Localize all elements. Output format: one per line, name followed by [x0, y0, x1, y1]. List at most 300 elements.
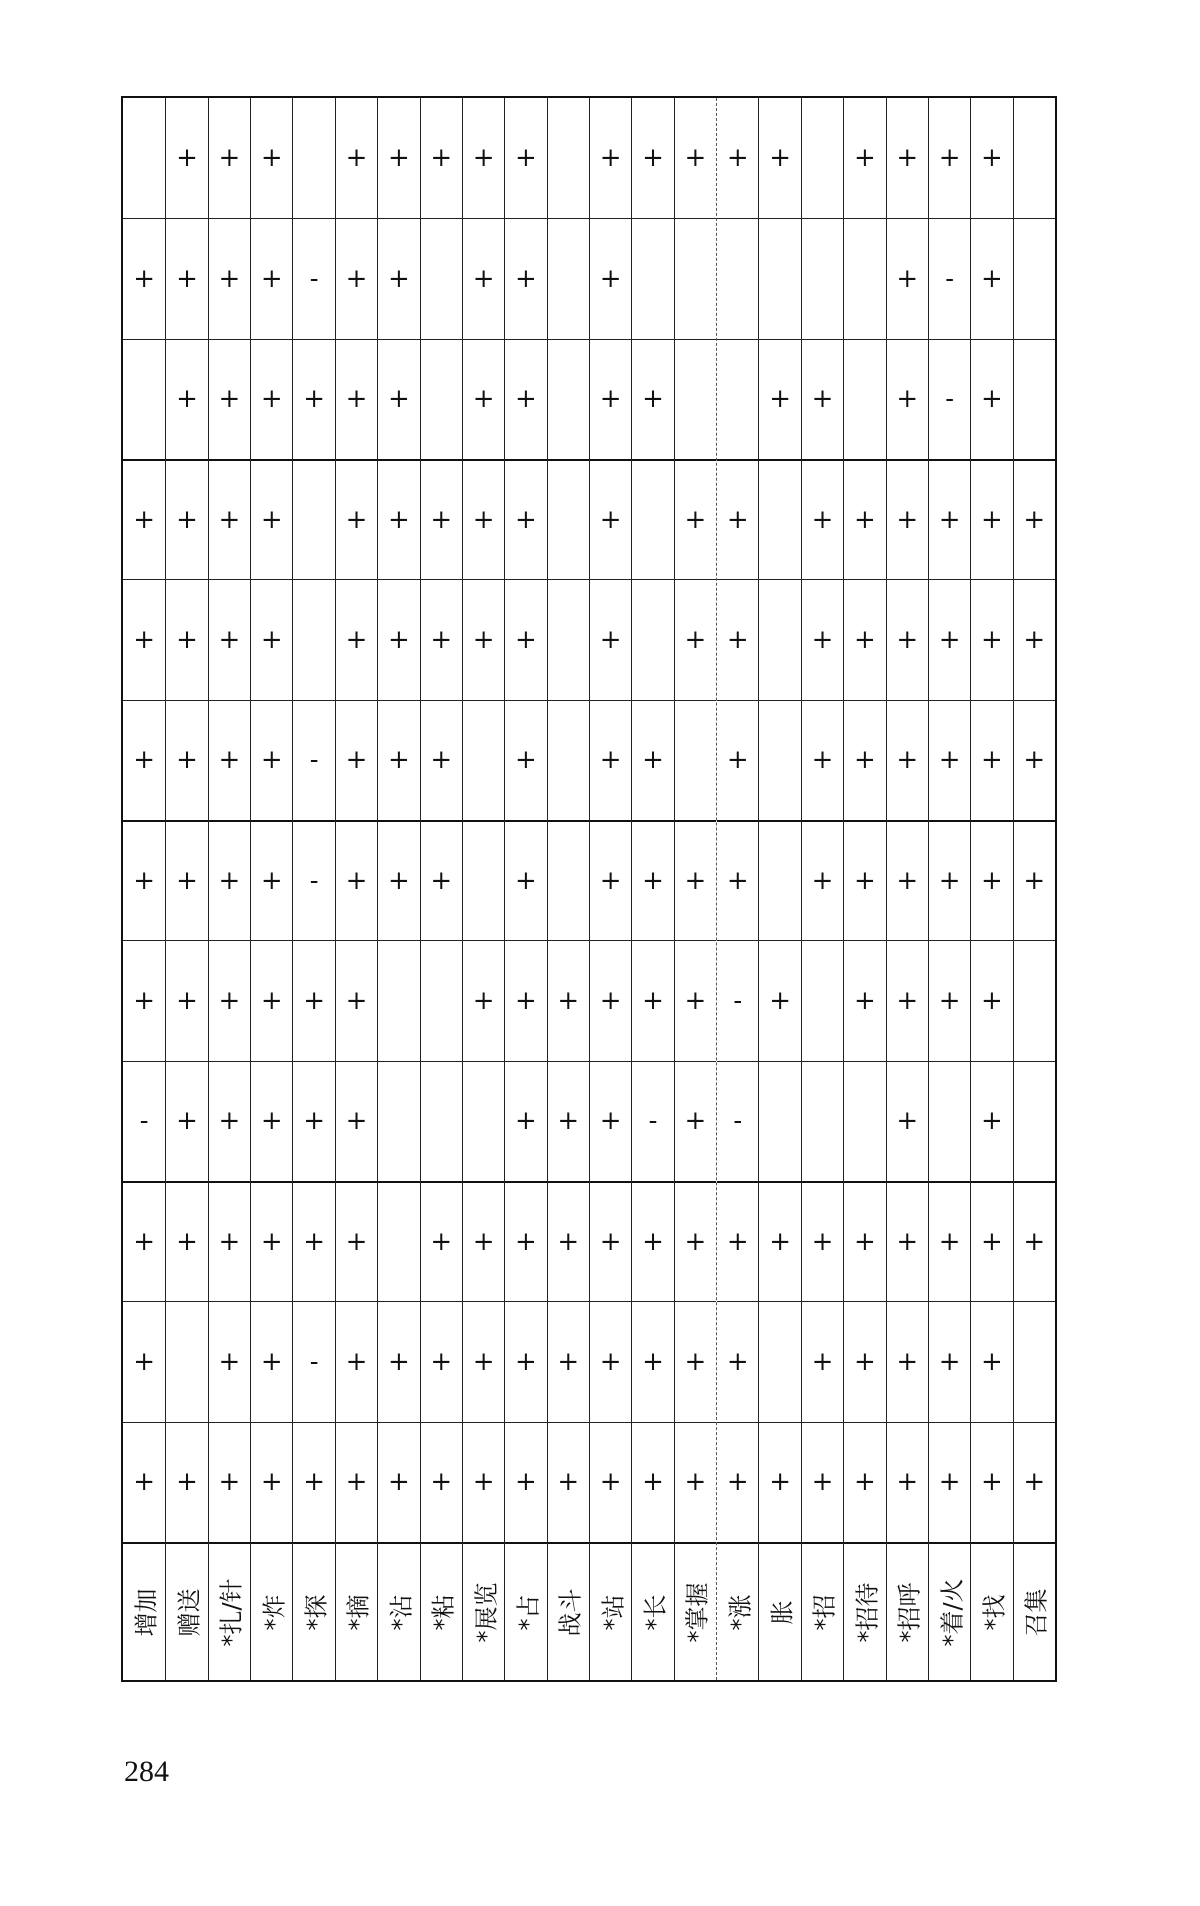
table-cell: + [505, 339, 546, 459]
table-cell: + [166, 700, 207, 820]
table-cell: + [505, 1181, 546, 1301]
table-cell [378, 940, 419, 1060]
table-cell: + [209, 1301, 250, 1421]
table-cell: + [929, 940, 970, 1060]
table-cell: + [336, 700, 377, 820]
table-cell: + [887, 1422, 928, 1542]
table-cell [421, 940, 462, 1060]
table-cell [844, 1061, 885, 1181]
table-cell [717, 218, 758, 338]
table-cell: + [844, 1422, 885, 1542]
table-cell: + [590, 700, 631, 820]
table-cell: + [123, 820, 165, 940]
table-cell: + [590, 1422, 631, 1542]
table-cell [548, 700, 589, 820]
table-cell: + [166, 339, 207, 459]
table-cell: + [209, 1422, 250, 1542]
table-cell: + [123, 700, 165, 820]
table-cell: + [260, 143, 283, 174]
table-cell: + [632, 1301, 673, 1421]
row-label-cell [251, 1542, 292, 1680]
table-cell: + [590, 459, 631, 579]
table-cell: + [378, 820, 419, 940]
row-label-cell [971, 1542, 1012, 1680]
table-cell: + [421, 579, 462, 699]
table-cell: + [844, 579, 885, 699]
table-cell: + [505, 1061, 546, 1181]
table-cell [378, 1181, 419, 1301]
table-cell: + [675, 579, 716, 699]
table-column [801, 98, 843, 1680]
table-cell [844, 218, 885, 338]
table-cell: + [548, 1061, 589, 1181]
table-cell [929, 1061, 970, 1181]
row-label-cell [802, 1542, 843, 1680]
table-cell: + [675, 1301, 716, 1421]
table-cell: + [209, 940, 250, 1060]
table-cell: + [166, 820, 207, 940]
table-cell: + [176, 143, 198, 174]
table-cell: + [887, 579, 928, 699]
table-cell: + [717, 1301, 758, 1421]
table-cell: + [218, 143, 241, 174]
table-cell: + [590, 339, 631, 459]
table-cell [421, 1061, 462, 1181]
row-label-cell [844, 1542, 885, 1680]
table-cell: + [802, 820, 843, 940]
table-column [589, 98, 631, 1680]
row-label: *展览 [472, 1582, 501, 1642]
table-cell [717, 339, 758, 459]
table-cell: + [844, 820, 885, 940]
table-cell: + [802, 1301, 843, 1421]
table-cell [802, 1061, 843, 1181]
table-cell [548, 98, 589, 218]
page-number: 284 [124, 1755, 169, 1788]
row-label-cell [123, 1542, 165, 1680]
table-cell: + [463, 459, 504, 579]
table-cell: + [981, 143, 1003, 174]
table-cell [421, 218, 462, 338]
table-cell: + [378, 579, 419, 699]
table-cell: + [505, 218, 546, 338]
table-cell [632, 459, 673, 579]
table-cell: + [844, 459, 885, 579]
table-cell: + [251, 700, 292, 820]
row-label: 召集 [1022, 1588, 1051, 1636]
table-cell [802, 98, 843, 218]
table-cell: + [887, 1061, 928, 1181]
table-cell: + [632, 700, 673, 820]
row-label-cell [887, 1542, 928, 1680]
table-cell [759, 218, 800, 338]
table-cell: + [463, 1181, 504, 1301]
table-cell: - [123, 1061, 165, 1181]
row-label-cell [463, 1542, 504, 1680]
table-cell: + [378, 339, 419, 459]
table-cell: + [378, 1301, 419, 1421]
table-cell: + [929, 820, 970, 940]
table-cell: + [209, 459, 250, 579]
table-cell: + [251, 940, 292, 1060]
table-cell: + [209, 1181, 250, 1301]
row-label-cell [421, 1542, 462, 1680]
table-cell: + [675, 459, 716, 579]
table-cell: + [421, 1181, 462, 1301]
row-label: *招待 [853, 1582, 882, 1642]
table-cell: + [463, 940, 504, 1060]
table-cell: + [378, 459, 419, 579]
table-cell: + [759, 1422, 800, 1542]
table-cell: + [251, 820, 292, 940]
table-cell [759, 579, 800, 699]
table-cell: + [548, 1181, 589, 1301]
table-cell: + [887, 459, 928, 579]
table-cell [463, 1061, 504, 1181]
table-column [250, 98, 292, 1680]
table-cell [166, 1301, 207, 1421]
table-cell: + [421, 1301, 462, 1421]
table-cell: + [802, 1422, 843, 1542]
table-cell: + [209, 339, 250, 459]
row-label-cell [675, 1542, 716, 1680]
row-label: *探 [302, 1594, 331, 1630]
table-cell [293, 459, 334, 579]
row-label: 赠送 [175, 1588, 204, 1636]
table-cell: + [251, 1181, 292, 1301]
table-cell: + [123, 1181, 165, 1301]
table-cell: + [971, 579, 1012, 699]
table-cell: + [293, 1181, 334, 1301]
table-cell [759, 1061, 800, 1181]
table-cell: + [896, 143, 919, 174]
table-cell: + [166, 940, 207, 1060]
table-cell [802, 940, 843, 1060]
table-column [292, 98, 334, 1680]
table-cell [1014, 1301, 1055, 1421]
table-cell: + [717, 700, 758, 820]
table-cell: + [590, 820, 631, 940]
table-cell: + [717, 459, 758, 579]
table-column [843, 98, 885, 1680]
table-cell: + [421, 700, 462, 820]
row-label: *涨 [726, 1594, 755, 1630]
table-cell: + [123, 459, 165, 579]
table-cell: + [123, 1301, 165, 1421]
table-cell: + [293, 1061, 334, 1181]
table-cell: + [971, 1181, 1012, 1301]
table-cell: + [336, 218, 377, 338]
row-label-cell [209, 1542, 250, 1680]
table-cell [1014, 940, 1055, 1060]
table-cell [293, 579, 334, 699]
table-cell: + [505, 459, 546, 579]
table-cell: + [505, 1301, 546, 1421]
table-cell: + [166, 1181, 207, 1301]
row-label-cell [590, 1542, 631, 1680]
table-cell: + [1014, 579, 1055, 699]
table-cell: + [971, 459, 1012, 579]
table-cell: + [336, 1422, 377, 1542]
row-label: *找 [980, 1594, 1009, 1630]
table-cell: + [590, 1301, 631, 1421]
table-cell: + [971, 820, 1012, 940]
row-label: *沾 [387, 1594, 416, 1630]
table-column [886, 98, 928, 1680]
table-cell [548, 459, 589, 579]
table-cell: + [938, 143, 961, 174]
table-cell [548, 579, 589, 699]
table-cell: + [336, 1061, 377, 1181]
table-cell: + [632, 1422, 673, 1542]
table-cell: + [166, 579, 207, 699]
table-cell: + [293, 339, 334, 459]
table-cell: - [929, 218, 970, 338]
table-cell: - [717, 940, 758, 1060]
table-cell: + [209, 579, 250, 699]
table-cell: + [802, 339, 843, 459]
table-cell: + [1014, 1422, 1055, 1542]
table-cell: + [717, 1181, 758, 1301]
row-label-cell [759, 1542, 800, 1680]
row-label-cell [293, 1542, 334, 1680]
table-cell: + [929, 1301, 970, 1421]
table-cell: + [1014, 1181, 1055, 1301]
table-column [758, 98, 800, 1680]
table-cell: + [1014, 459, 1055, 579]
table-cell: + [887, 700, 928, 820]
table-cell: + [590, 1181, 631, 1301]
table-column [970, 98, 1012, 1680]
table-cell: + [590, 579, 631, 699]
table-cell [548, 820, 589, 940]
table-cell: + [929, 1422, 970, 1542]
table-cell: - [293, 1301, 334, 1421]
table-cell: + [548, 940, 589, 1060]
table-cell: + [548, 1422, 589, 1542]
table-cell: + [209, 700, 250, 820]
table-column [377, 98, 419, 1680]
table-cell: + [505, 700, 546, 820]
table-cell: + [166, 459, 207, 579]
table-cell [548, 339, 589, 459]
table-cell [123, 339, 165, 459]
table-cell: + [675, 1061, 716, 1181]
table-cell: + [769, 143, 792, 174]
table-cell: + [971, 1301, 1012, 1421]
table-cell: + [336, 940, 377, 1060]
table-cell: + [971, 218, 1012, 338]
table-cell: + [123, 579, 165, 699]
table-cell: + [632, 1181, 673, 1301]
row-label-cell [929, 1542, 970, 1680]
table-cell [293, 98, 334, 218]
table-cell: - [293, 218, 334, 338]
table-column [462, 98, 504, 1680]
table-cell: + [971, 339, 1012, 459]
table-cell: + [505, 579, 546, 699]
table-cell: + [599, 143, 622, 174]
table-cell: + [675, 940, 716, 1060]
row-label-cell [717, 1542, 758, 1680]
table-cell: + [887, 1301, 928, 1421]
table-cell: + [759, 1181, 800, 1301]
table-cell: + [251, 339, 292, 459]
table-cell [463, 700, 504, 820]
table-cell: + [251, 579, 292, 699]
table-cell [632, 579, 673, 699]
table-cell [1014, 218, 1055, 338]
table-column [631, 98, 673, 1680]
table-cell: + [345, 143, 368, 174]
table-cell: + [887, 339, 928, 459]
row-label: *占 [514, 1594, 543, 1630]
table-cell: - [293, 700, 334, 820]
table-cell: + [971, 1422, 1012, 1542]
table-cell: + [971, 940, 1012, 1060]
table-cell: + [378, 218, 419, 338]
table-cell: + [472, 143, 495, 174]
table-cell: + [166, 1422, 207, 1542]
table-cell: + [887, 940, 928, 1060]
row-label: *摘 [344, 1594, 373, 1630]
table-cell: + [675, 1181, 716, 1301]
table-cell: + [802, 579, 843, 699]
table-cell [675, 218, 716, 338]
table-cell: - [293, 820, 334, 940]
feature-table [121, 96, 1057, 1682]
row-label: *炸 [260, 1594, 289, 1630]
table-cell [759, 700, 800, 820]
row-label-cell [505, 1542, 546, 1680]
table-column [716, 98, 758, 1680]
table-cell: + [505, 820, 546, 940]
table-cell: + [887, 1181, 928, 1301]
row-label-cell [378, 1542, 419, 1680]
table-cell [1014, 339, 1055, 459]
table-cell: + [336, 579, 377, 699]
table-cell: + [251, 1061, 292, 1181]
table-cell: + [387, 143, 410, 174]
table-cell: + [123, 1422, 165, 1542]
table-cell: + [336, 459, 377, 579]
table-cell: + [717, 820, 758, 940]
table-cell: - [717, 1061, 758, 1181]
table-cell [1014, 98, 1055, 218]
table-cell: + [505, 940, 546, 1060]
table-cell: + [844, 1181, 885, 1301]
table-cell: + [293, 1422, 334, 1542]
table-cell: + [642, 143, 664, 174]
table-cell: + [336, 339, 377, 459]
table-cell: + [336, 1301, 377, 1421]
row-label-cell [336, 1542, 377, 1680]
table-cell [675, 700, 716, 820]
table-cell: + [844, 1301, 885, 1421]
table-cell: + [675, 1422, 716, 1542]
table-cell [802, 218, 843, 338]
table-cell: + [1014, 700, 1055, 820]
table-cell: + [632, 820, 673, 940]
table-cell: + [251, 218, 292, 338]
table-cell: + [929, 1181, 970, 1301]
table-cell [123, 98, 165, 218]
table-cell [759, 459, 800, 579]
table-cell: + [378, 1422, 419, 1542]
table-cell: + [887, 820, 928, 940]
row-label: *掌握 [683, 1582, 712, 1642]
table-cell: + [505, 1422, 546, 1542]
table-cell [675, 339, 716, 459]
table-cell: + [463, 579, 504, 699]
table-cell: + [844, 940, 885, 1060]
table-cell: + [166, 218, 207, 338]
table-cell [759, 820, 800, 940]
row-label: *粘 [429, 1594, 458, 1630]
table-cell: + [675, 820, 716, 940]
table-cell: + [123, 940, 165, 1060]
table-column [1013, 98, 1055, 1680]
table-cell: + [463, 218, 504, 338]
table-cell: + [929, 459, 970, 579]
table-cell [632, 218, 673, 338]
table-cell: + [971, 700, 1012, 820]
table-cell: + [463, 339, 504, 459]
table-cell: + [421, 459, 462, 579]
table-cell: + [166, 1061, 207, 1181]
table-cell: + [802, 1181, 843, 1301]
table-cell: + [515, 143, 537, 174]
table-cell: - [929, 339, 970, 459]
table-column [123, 98, 165, 1680]
table-column [420, 98, 462, 1680]
table-cell: + [632, 339, 673, 459]
table-cell: + [971, 1061, 1012, 1181]
table-cell [463, 820, 504, 940]
table-cell: + [421, 1422, 462, 1542]
table-cell: + [123, 218, 165, 338]
table-column [928, 98, 970, 1680]
table-cell: + [209, 820, 250, 940]
row-label: 战斗 [556, 1588, 585, 1636]
table-cell: + [251, 1301, 292, 1421]
table-cell [378, 1061, 419, 1181]
row-label: *招呼 [895, 1582, 924, 1642]
table-cell: + [251, 459, 292, 579]
table-cell: + [590, 1061, 631, 1181]
table-cell: + [717, 1422, 758, 1542]
row-label-cell [548, 1542, 589, 1680]
table-column [165, 98, 207, 1680]
table-cell [759, 1301, 800, 1421]
table-cell: + [378, 700, 419, 820]
table-cell: + [209, 1061, 250, 1181]
row-label: 胀 [768, 1600, 797, 1624]
table-cell: + [844, 700, 885, 820]
table-column [335, 98, 377, 1680]
table-column [504, 98, 546, 1680]
table-cell: + [759, 339, 800, 459]
row-label: *长 [641, 1594, 670, 1630]
table-column [674, 98, 716, 1680]
table-cell: + [336, 820, 377, 940]
table-column [208, 98, 250, 1680]
table-cell: + [759, 940, 800, 1060]
table-cell [1014, 1061, 1055, 1181]
table-cell [844, 339, 885, 459]
table-cell: + [251, 1422, 292, 1542]
table-cell: + [929, 579, 970, 699]
